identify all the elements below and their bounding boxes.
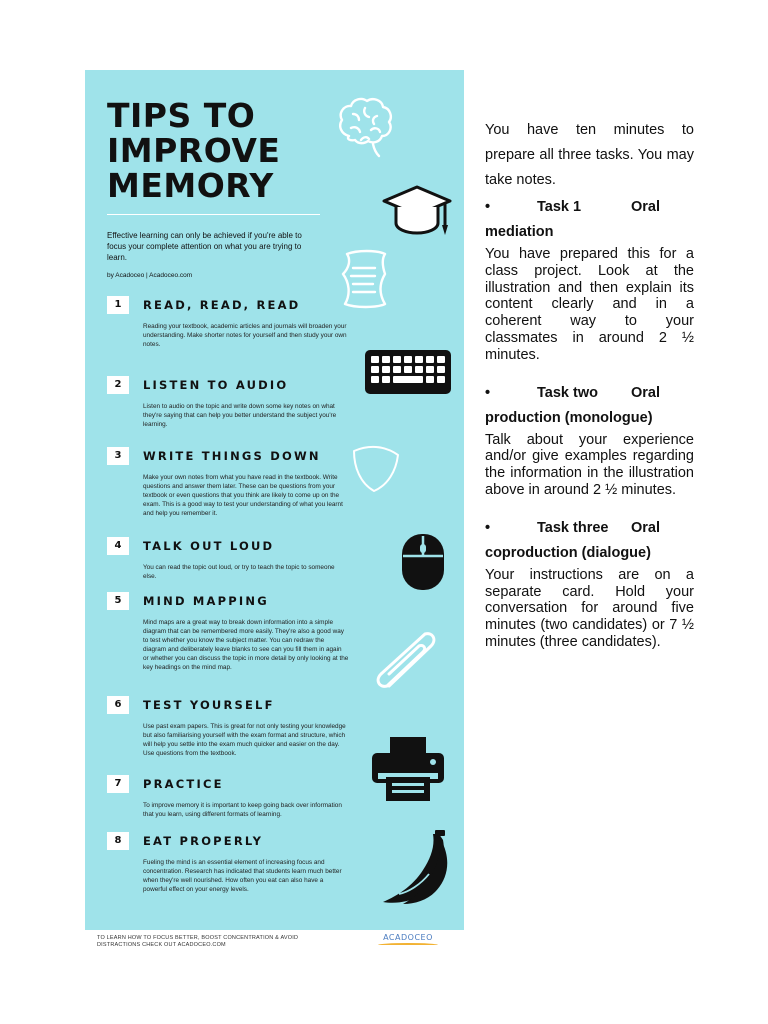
task-3-text: Your instructions are on a separate card. Hold your conversation for around five minutes (two candidates) or 7 ½ minutes (three candidates). <box>485 566 694 650</box>
tip-heading: MIND MAPPING <box>143 594 269 608</box>
scroll-icon <box>333 248 389 310</box>
logo-text: ACADOCEO <box>383 933 433 942</box>
tip-heading: WRITE THINGS DOWN <box>143 449 321 463</box>
title-line: IMPROVE <box>107 131 281 170</box>
task-2-heading <box>485 381 694 431</box>
task-label: Task two <box>537 384 598 401</box>
tip-heading: EAT PROPERLY <box>143 834 264 848</box>
tip-number: 6 <box>107 696 129 714</box>
graduation-cap-icon <box>382 185 452 243</box>
bullet: • <box>485 199 491 215</box>
tip-number: 4 <box>107 537 129 555</box>
task-2-text: Talk about your experience and/or give examples regarding the information in the illustration above in around 2 ½ minutes. <box>485 431 694 498</box>
paperclip-icon <box>371 630 441 692</box>
bullet: • <box>485 384 491 401</box>
task-kind: Oral <box>630 519 660 536</box>
tip-heading: TALK OUT LOUD <box>143 539 275 553</box>
title-line: TIPS TO <box>107 96 256 135</box>
tip-number: 7 <box>107 775 129 793</box>
tip-heading: TEST YOURSELF <box>143 698 275 712</box>
tip-number: 8 <box>107 832 129 850</box>
instructions-intro: You have ten minutes to prepare all three tasks. You may take notes. <box>485 122 694 188</box>
tip-heading: PRACTICE <box>143 777 224 791</box>
keyboard-icon <box>363 348 453 396</box>
shield-icon <box>350 445 402 495</box>
tip-number: 1 <box>107 296 129 314</box>
mouse-icon <box>399 532 447 592</box>
task-label: Task 1 <box>537 199 582 215</box>
task-kind: Oral <box>630 384 660 401</box>
intro-text: Effective learning can only be achieved if you're able to focus your complete attention on what you are trying to learn. <box>107 231 302 262</box>
task-subtitle: coproduction (dialogue) <box>485 544 651 561</box>
task-kind: Oral <box>630 199 660 215</box>
acadoceo-logo <box>378 933 438 947</box>
tip-text: You can read the topic out loud, or try to teach the topic to someone else. <box>143 564 335 580</box>
byline: by Acadoceo | Acadoceo.com <box>107 272 193 279</box>
tip-text: Use past exam papers. This is great for not only testing your knowledge but also familiarising yourself with the exam format and structure, which will help you settle into the exam much quicker and easier on the day. Use questions from the textbook. <box>143 723 346 757</box>
infographic-title <box>107 98 327 203</box>
task-1-heading <box>485 195 694 245</box>
bananas-icon <box>379 830 457 906</box>
infographic <box>85 70 464 930</box>
tip-text: Make your own notes from what you have read in the textbook. Write questions and answer them later. These can be questions from your textbook or even questions that you think are likely to come up on the exam. This is a good way to test your understanding of what you learnt and help you remember it. <box>143 474 343 517</box>
tip-heading: READ, READ, READ <box>143 298 301 312</box>
tip-number: 5 <box>107 592 129 610</box>
title-line: MEMORY <box>107 166 274 205</box>
footer-note: TO LEARN HOW TO FOCUS BETTER, BOOST CONCENTRATION & AVOID DISTRACTIONS CHECK OUT ACADOCEO.COM <box>97 935 299 948</box>
bullet: • <box>485 519 491 536</box>
tip-number: 3 <box>107 447 129 465</box>
task-3-heading <box>485 516 694 566</box>
task-subtitle: production (monologue) <box>485 409 653 426</box>
tip-heading: LISTEN TO AUDIO <box>143 378 289 392</box>
task-subtitle: mediation <box>485 224 554 240</box>
tip-text: Fueling the mind is an essential element of increasing focus and concentration. Research has indicated that students learn much better when they're well nourished. How often you eat can also have a powerful effect on your energy levels. <box>143 859 342 893</box>
task-label: Task three <box>537 519 609 536</box>
exam-instructions <box>485 118 694 668</box>
brain-icon <box>335 96 397 162</box>
tip-text: Reading your textbook, academic articles and journals will broaden your understanding. Make shorter notes for yourself and then study your own notes. <box>143 323 347 348</box>
printer-icon <box>370 735 446 803</box>
tip-text: Listen to audio on the topic and write down some key notes on what they're saying that can help you better understand the subject you're learning. <box>143 403 337 428</box>
tip-number: 2 <box>107 376 129 394</box>
tip-text: Mind maps are a great way to break down information into a simple diagram that can be remembered more easily. They're also a good way to test whether you know the subject matter. You can redraw the diagram and deliberately leave blanks to see can you fill them in again or whether you can discuss the topic in more detail by only looking at the key headings on the mind map. <box>143 619 349 671</box>
tip-text: To improve memory it is important to keep going back over information that you learn, using different formats of learning. <box>143 802 342 818</box>
title-divider <box>107 214 320 215</box>
logo-swoosh <box>378 943 438 947</box>
task-1-text: You have prepared this for a class project. Look at the illustration and then explain its content clearly and in a coherent way to your classmates in around 2 ½ minutes. <box>485 246 694 363</box>
